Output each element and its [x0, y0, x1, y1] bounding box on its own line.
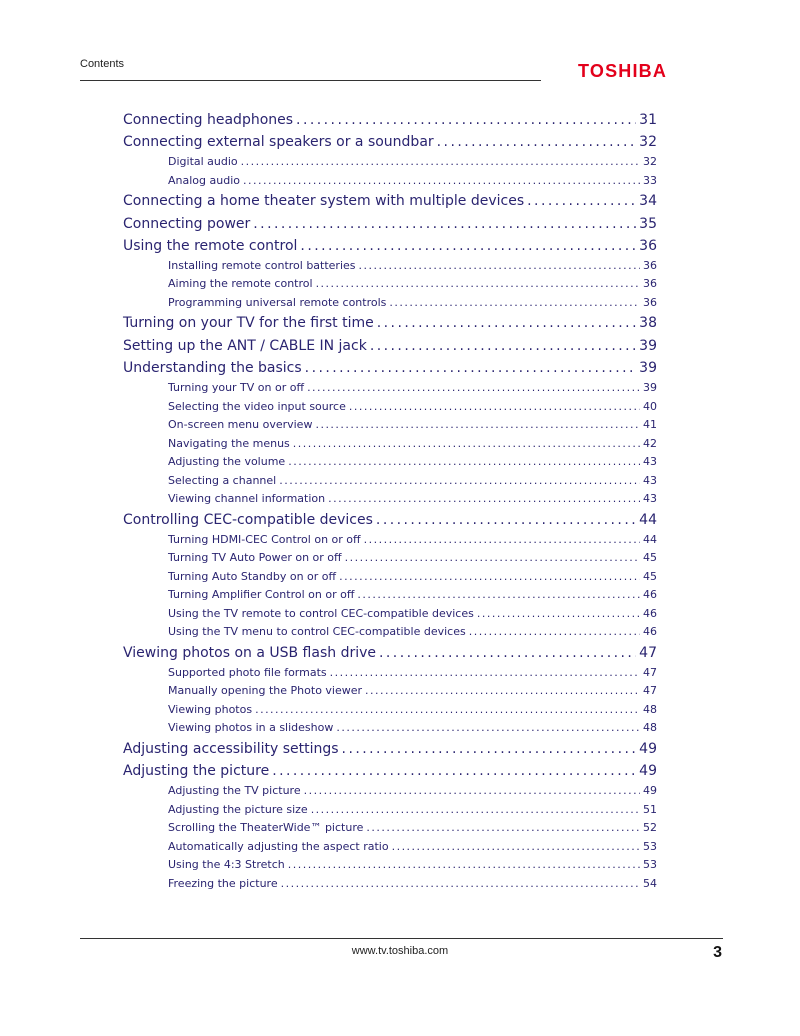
toc-entry-title: Understanding the basics	[123, 359, 302, 376]
toc-entry-page: 39	[643, 381, 657, 394]
dot-leader	[330, 664, 640, 683]
toc-entry-title: Manually opening the Photo viewer	[168, 684, 363, 698]
toc-entry[interactable]	[123, 357, 657, 379]
toc-entry-page: 49	[639, 740, 657, 757]
dot-leader	[364, 531, 640, 550]
dot-leader	[365, 682, 640, 701]
toc-entry-page: 43	[643, 473, 657, 487]
toc-entry-title: Turning HDMI-CEC Control on or off	[168, 532, 361, 546]
toc-entry[interactable]	[123, 738, 657, 760]
dot-leader	[469, 623, 640, 642]
toc-entry-title: Automatically adjusting the aspect ratio	[168, 839, 389, 853]
toc-entry-page: 38	[639, 315, 657, 332]
toc-subentry[interactable]	[123, 153, 657, 172]
dot-leader	[255, 701, 640, 720]
dot-leader	[527, 190, 636, 212]
toc-entry-title: Connecting power	[123, 215, 251, 232]
dot-leader	[288, 856, 640, 875]
toc-entry-title: Programming universal remote controls	[168, 295, 387, 309]
table-of-contents	[123, 109, 657, 893]
toc-entry-page: 33	[643, 173, 657, 187]
toc-entry-page: 47	[639, 644, 657, 661]
toc-entry-page: 47	[643, 665, 657, 679]
toc-subentry[interactable]	[123, 623, 657, 642]
toc-entry-page: 36	[643, 258, 657, 272]
dot-leader	[357, 586, 640, 605]
toc-entry[interactable]	[123, 509, 657, 531]
toshiba-logo: TOSHIBA	[578, 61, 668, 81]
dot-leader	[300, 235, 636, 257]
toc-entry[interactable]	[123, 760, 657, 782]
toc-entry[interactable]	[123, 642, 657, 664]
toc-entry-title: Turning on your TV for the first time	[123, 315, 374, 332]
toc-entry-title: Viewing photos in a slideshow	[168, 721, 334, 735]
toc-entry-page: 46	[643, 625, 657, 639]
toc-entry-title: Setting up the ANT / CABLE IN jack	[123, 337, 367, 354]
toc-subentry[interactable]	[123, 875, 657, 894]
toc-entry[interactable]	[123, 190, 657, 212]
toc-entry[interactable]	[123, 235, 657, 257]
toc-entry-page: 47	[643, 684, 657, 698]
toc-subentry[interactable]	[123, 682, 657, 701]
toc-entry-page: 49	[639, 763, 657, 780]
dot-leader	[359, 257, 640, 276]
dot-leader	[366, 819, 640, 838]
toc-entry-page: 45	[643, 569, 657, 583]
toc-subentry[interactable]	[123, 531, 657, 550]
toc-subentry[interactable]	[123, 838, 657, 857]
toc-subentry[interactable]	[123, 472, 657, 491]
toc-entry-title: Navigating the menus	[168, 436, 290, 450]
dot-leader	[377, 312, 636, 334]
dot-leader	[315, 416, 640, 435]
dot-leader	[376, 509, 636, 531]
dot-leader	[241, 153, 640, 172]
dot-leader	[392, 838, 640, 857]
toc-entry-page: 49	[643, 784, 657, 798]
toc-entry[interactable]	[123, 312, 657, 334]
toc-entry-title: Installing remote control batteries	[168, 258, 356, 272]
toc-subentry[interactable]	[123, 257, 657, 276]
dot-leader	[339, 568, 640, 587]
toc-entry-page: 43	[643, 455, 657, 468]
toc-entry-title: Adjusting the picture	[123, 763, 270, 780]
toc-entry-page: 39	[639, 337, 657, 354]
toc-entry-page: 43	[643, 492, 657, 505]
toc-entry[interactable]	[123, 131, 657, 153]
page-number: 3	[713, 944, 722, 961]
toc-entry-page: 53	[643, 839, 657, 853]
dot-leader	[316, 275, 640, 294]
dot-leader	[379, 642, 636, 664]
toc-entry-title: Aiming the remote control	[168, 277, 313, 291]
toc-entry-page: 48	[643, 702, 657, 716]
toc-entry[interactable]	[123, 109, 657, 131]
toc-entry-title: Viewing channel information	[168, 492, 326, 505]
toc-entry-title: Connecting headphones	[123, 112, 294, 128]
toc-entry-title: Supported photo file formats	[168, 665, 327, 679]
toc-subentry[interactable]	[123, 719, 657, 738]
dot-leader	[272, 760, 636, 782]
dot-leader	[281, 875, 640, 894]
dot-leader	[311, 801, 640, 820]
toc-subentry[interactable]	[123, 379, 657, 398]
dot-leader	[305, 357, 637, 379]
toc-entry-page: 35	[639, 215, 657, 232]
toc-entry-title: Connecting a home theater system with multiple devices	[123, 193, 525, 210]
toc-subentry[interactable]	[123, 275, 657, 294]
toc-subentry[interactable]	[123, 664, 657, 683]
dot-leader	[253, 213, 636, 235]
toc-entry-title: Selecting the video input source	[168, 399, 346, 413]
toc-entry-page: 46	[643, 606, 657, 620]
toc-entry-page: 36	[643, 277, 657, 291]
toc-entry-title: Using the TV menu to control CEC-compatible devices	[168, 625, 466, 639]
toc-entry-title: Adjusting the volume	[168, 455, 286, 468]
toc-entry-title: Connecting external speakers or a soundbar	[123, 134, 434, 151]
dot-leader	[296, 109, 636, 131]
toc-entry-page: 32	[643, 155, 657, 169]
toc-entry-page: 34	[639, 193, 657, 210]
toc-subentry[interactable]	[123, 172, 657, 191]
toc-entry-page: 39	[639, 359, 657, 376]
toc-entry-title: Turning Auto Standby on or off	[168, 569, 337, 583]
dot-leader	[307, 379, 640, 398]
toc-subentry[interactable]	[123, 398, 657, 417]
dot-leader	[349, 398, 640, 417]
toc-entry-page: 36	[639, 237, 657, 254]
toc-entry-title: Adjusting accessibility settings	[123, 740, 339, 757]
toc-entry-page: 36	[643, 295, 657, 309]
dot-leader	[336, 719, 640, 738]
section-label: Contents	[80, 58, 125, 70]
toc-entry-title: Controlling CEC-compatible devices	[123, 511, 373, 528]
toc-entry-title: Scrolling the TheaterWide™ picture	[168, 821, 364, 835]
toc-subentry[interactable]	[123, 453, 657, 472]
toc-entry-title: Using the 4:3 Stretch	[168, 858, 285, 872]
dot-leader	[304, 782, 640, 801]
dot-leader	[437, 131, 637, 153]
dot-leader	[477, 605, 640, 624]
toc-entry-title: Digital audio	[168, 155, 238, 169]
dot-leader	[342, 738, 637, 760]
toc-entry-page: 46	[643, 588, 657, 602]
toc-entry-title: Turning your TV on or off	[168, 381, 305, 394]
toc-subentry[interactable]	[123, 801, 657, 820]
toc-entry-page: 54	[643, 876, 657, 890]
toc-entry-page: 32	[639, 134, 657, 151]
toc-subentry[interactable]	[123, 819, 657, 838]
dot-leader	[389, 294, 640, 313]
toc-subentry[interactable]	[123, 701, 657, 720]
footer-rule	[80, 938, 723, 939]
toc-entry-title: Turning TV Auto Power on or off	[168, 551, 342, 565]
toc-entry-title: Analog audio	[168, 173, 240, 187]
footer-url[interactable]: www.tv.toshiba.com	[351, 945, 449, 957]
toc-entry-title: Adjusting the picture size	[168, 802, 308, 816]
toc-entry-title: Turning Amplifier Control on or off	[168, 588, 355, 602]
toc-subentry[interactable]	[123, 605, 657, 624]
toc-entry-page: 44	[639, 511, 657, 528]
toc-entry-page: 51	[643, 802, 657, 816]
dot-leader	[279, 472, 640, 491]
toc-entry-page: 53	[643, 858, 657, 872]
toc-entry-title: Viewing photos	[168, 702, 253, 716]
toc-entry-title: Using the TV remote to control CEC-compatible devices	[168, 606, 474, 620]
toc-entry-page: 52	[643, 821, 657, 835]
toc-subentry[interactable]	[123, 782, 657, 801]
toc-subentry[interactable]	[123, 586, 657, 605]
dot-leader	[370, 335, 636, 357]
toc-subentry[interactable]	[123, 856, 657, 875]
toc-subentry[interactable]	[123, 549, 657, 568]
toc-entry-page: 40	[643, 399, 657, 413]
toc-entry-page: 31	[639, 112, 657, 128]
dot-leader	[288, 453, 640, 472]
header-rule	[80, 80, 541, 81]
toc-subentry[interactable]	[123, 416, 657, 435]
toc-entry-title: Using the remote control	[123, 237, 298, 254]
toc-entry-page: 44	[643, 532, 657, 546]
toc-entry[interactable]	[123, 213, 657, 235]
toc-entry-title: On-screen menu overview	[168, 418, 313, 431]
toc-entry-page: 42	[643, 436, 657, 450]
toc-subentry[interactable]	[123, 294, 657, 313]
toc-subentry[interactable]	[123, 435, 657, 454]
dot-leader	[328, 490, 640, 509]
toc-entry-page: 48	[643, 721, 657, 735]
toc-entry[interactable]	[123, 335, 657, 357]
toc-entry-title: Freezing the picture	[168, 876, 278, 890]
toc-subentry[interactable]	[123, 568, 657, 587]
dot-leader	[345, 549, 640, 568]
toc-entry-title: Adjusting the TV picture	[168, 784, 301, 798]
toc-entry-page: 41	[643, 418, 657, 431]
toc-subentry[interactable]	[123, 490, 657, 509]
toc-entry-title: Viewing photos on a USB flash drive	[123, 644, 376, 661]
dot-leader	[243, 172, 640, 191]
toc-entry-page: 45	[643, 551, 657, 565]
dot-leader	[293, 435, 640, 454]
toc-entry-title: Selecting a channel	[168, 473, 277, 487]
